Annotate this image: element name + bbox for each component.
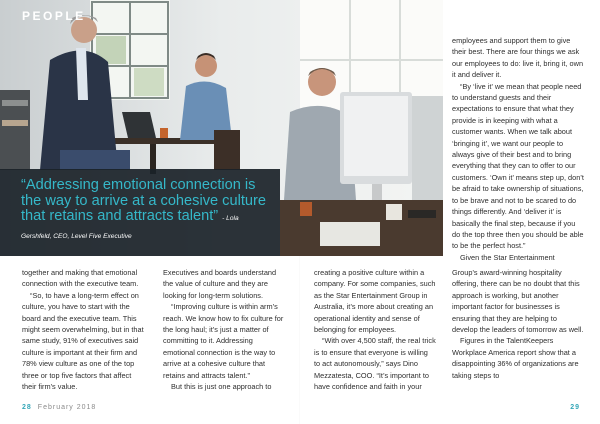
paragraph: “Improving culture is within arm’s reach. We know how to fix culture for the long haul; it’s just a matter of committing to it. Addressing emotional connection is the way to arrive at a cohesive culture that retains and attracts talent.” xyxy=(163,302,284,380)
issue-date: February 2018 xyxy=(37,404,97,411)
text-column-2 xyxy=(163,267,285,392)
text-column-4 xyxy=(452,267,584,381)
left-page-folio xyxy=(22,404,96,411)
text-column-3 xyxy=(314,267,436,392)
section-label: PEOPLE xyxy=(22,9,86,23)
text-column-1 xyxy=(22,267,144,392)
left-page-number: 28 xyxy=(22,404,32,411)
paragraph: together and making that emotional connection with the executive team. xyxy=(22,268,139,289)
paragraph: Executives and boards understand the value of culture and they are looking for long-term solutions. xyxy=(163,268,277,300)
pull-quote xyxy=(21,178,268,244)
pull-quote-attribution: - Lola Gershfeld, CEO, Level Five Executive xyxy=(21,215,239,240)
paragraph: employees and support them to give their best. There are four things we ask our employees to do: live it, bring it, own it and deliver it. xyxy=(452,36,584,80)
page-gutter xyxy=(299,256,300,424)
paragraph: “So, to have a long-term effect on culture, you have to start with the board and the executive team. This might seem overwhelming, but in that same study, 91% of executives said culture is important at their firm and 78% view culture as one of the top three or top five factors that affect their firm’s value. xyxy=(22,290,144,392)
right-column-top xyxy=(452,35,584,263)
pull-quote-box xyxy=(0,169,280,256)
paragraph: But this is just one approach to xyxy=(171,382,272,392)
paragraph: creating a positive culture within a company. For some companies, such as the Star Entertainment Group in Australia, it’s more about creating an operational identity and sense of belonging for employees. xyxy=(314,268,436,335)
right-page-number: 29 xyxy=(570,404,580,411)
paragraph: Given the Star Entertainment xyxy=(460,252,555,262)
paragraph: Figures in the TalentKeepers Workplace America report show that a disappointing 36% of organizations are taking steps to xyxy=(452,336,579,380)
pull-quote-text: “Addressing emotional connection is the way to arrive at a cohesive culture that retains and attracts talent” xyxy=(21,177,266,224)
paragraph: “With over 4,500 staff, the real trick is to ensure that everyone is willing to act autonomously,” says Dino Mezzatesta, COO. “It’s important to have confidence and faith in your xyxy=(314,336,436,392)
paragraph: Group’s award-winning hospitality offering, there can be no doubt that this approach is working, but another important factor for businesses is ensuring that they are helping to develop the leaders of tomorrow as well. xyxy=(452,268,584,335)
right-page-folio xyxy=(570,404,586,411)
paragraph: “By ‘live it’ we mean that people need to understand guests and their expectations to ensure that what they provide is in keeping with what a customer wants. When we talk about ‘bringing it’, we want our people to always give of their best and to bring everything that they can to offer to our customers. ‘Own it’ means step up, don’t be afraid to take ownership of situations, to be brave and not to be scared to do things differently. And ‘deliver it’ is basically the final step, because if you do the top three then you should be able to be the perfect host.” xyxy=(452,81,584,251)
